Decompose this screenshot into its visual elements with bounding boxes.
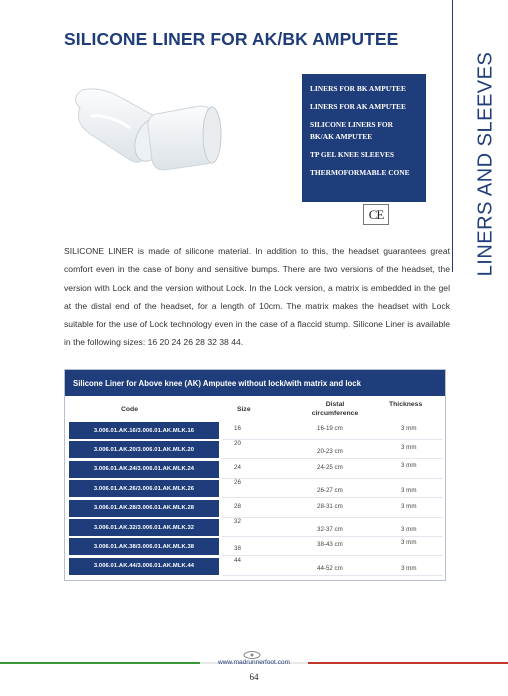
column-header-thickness: Thickness: [389, 401, 423, 408]
row-code: 3.006.01.AK.20/3.006.01.AK.MLK.20: [69, 441, 219, 458]
row-thickness: 3 mm: [401, 487, 417, 495]
row-size: 32: [234, 518, 241, 525]
menu-item-silicone-liners[interactable]: SILICONE LINERS FOR BK/AK AMPUTEE: [310, 120, 393, 141]
column-header-code: Code: [121, 406, 138, 413]
row-distal-circumference: 32-37 cm: [317, 526, 343, 533]
table-row: [67, 422, 443, 440]
menu-item-ak-liners[interactable]: LINERS FOR AK AMPUTEE: [310, 102, 406, 111]
table-row: [67, 480, 443, 498]
table-title: Silicone Liner for Above knee (AK) Amputee without lock/with matrix and lock: [65, 370, 445, 396]
row-separator: [222, 517, 443, 518]
related-products-menu: [302, 74, 426, 202]
table-row: [67, 538, 443, 556]
row-separator: [222, 497, 443, 498]
row-thickness: 3 mm: [401, 502, 417, 510]
table-row: [67, 558, 443, 576]
row-code: 3.006.01.AK.32/3.006.01.AK.MLK.32: [69, 519, 219, 536]
row-code: 3.006.01.AK.16/3.006.01.AK.MLK.16: [69, 422, 219, 439]
row-thickness: 3 mm: [401, 539, 417, 547]
row-separator: [222, 575, 443, 576]
product-description: SILICONE LINER is made of silicone material. In addition to this, the headset guarantees great comfort even in the case of bony and sensitive bumps. There are two versions of the headset, the version with Lock and the version without Lock. In the Lock version, a matrix is embedded in the gel at the distal end of the headset, for a length of 10cm. The matrix makes the headset with Lock suitable for the use of Lock technology even in the case of a flaccid stump. Silicone Liner is available in the following sizes: 16 20 24 26 28 32 38 44.: [64, 246, 450, 348]
row-distal-circumference: 24-25 cm: [317, 463, 343, 471]
silicone-liner-product-image: [60, 78, 225, 188]
footer-website-link[interactable]: www.madrunnerfoot.com: [218, 659, 290, 666]
row-separator: [222, 458, 443, 459]
table-row: [67, 519, 443, 537]
row-size: 26: [234, 479, 241, 487]
row-separator: [222, 536, 443, 537]
row-code: 3.006.01.AK.24/3.006.01.AK.MLK.24: [69, 461, 219, 478]
row-distal-circumference: 16-19 cm: [317, 425, 343, 432]
menu-item-knee-sleeves[interactable]: TP GEL KNEE SLEEVES: [310, 150, 394, 159]
row-size: 24: [234, 463, 241, 471]
row-distal-circumference: 26-27 cm: [317, 487, 343, 495]
column-header-size: Size: [237, 406, 251, 413]
page-title: SILICONE LINER FOR AK/BK AMPUTEE: [64, 29, 399, 49]
ce-mark-icon: CE: [363, 204, 389, 225]
row-size: 44: [234, 556, 241, 564]
row-separator: [222, 478, 443, 479]
row-thickness: 3 mm: [401, 461, 417, 469]
table-row: [67, 441, 443, 459]
row-size: 20: [234, 440, 241, 448]
row-distal-circumference: 20-23 cm: [317, 448, 343, 456]
sizes-table: [64, 369, 446, 581]
row-thickness: 3 mm: [401, 444, 417, 452]
row-code: 3.006.01.AK.38/3.006.01.AK.MLK.38: [69, 538, 219, 555]
row-size: 38: [234, 545, 241, 553]
page-number: 64: [249, 672, 259, 682]
row-thickness: 3 mm: [401, 425, 417, 432]
table-row: [67, 461, 443, 479]
row-thickness: 3 mm: [401, 526, 417, 533]
table-row: [67, 500, 443, 518]
row-code: 3.006.01.AK.44/3.006.01.AK.MLK.44: [69, 558, 219, 575]
menu-item-bk-liners[interactable]: LINERS FOR BK AMPUTEE: [310, 84, 406, 93]
row-distal-circumference: 28-31 cm: [317, 502, 343, 510]
row-size: 28: [234, 502, 241, 510]
menu-item-thermoformable-cone[interactable]: THERMOFORMABLE CONE: [310, 168, 410, 177]
column-header-distal-circumference: Distal circumference: [311, 401, 359, 417]
row-separator: [222, 555, 443, 556]
section-divider-line: [452, 0, 453, 272]
row-code: 3.006.01.AK.26/3.006.01.AK.MLK.26: [69, 480, 219, 497]
row-code: 3.006.01.AK.28/3.006.01.AK.MLK.28: [69, 500, 219, 517]
row-size: 16: [234, 425, 241, 432]
row-thickness: 3 mm: [401, 564, 417, 572]
row-distal-circumference: 38-43 cm: [317, 541, 343, 549]
row-separator: [222, 439, 443, 440]
section-side-title: LINERS AND SLEEVES: [474, 51, 497, 277]
row-distal-circumference: 44-52 cm: [317, 564, 343, 572]
